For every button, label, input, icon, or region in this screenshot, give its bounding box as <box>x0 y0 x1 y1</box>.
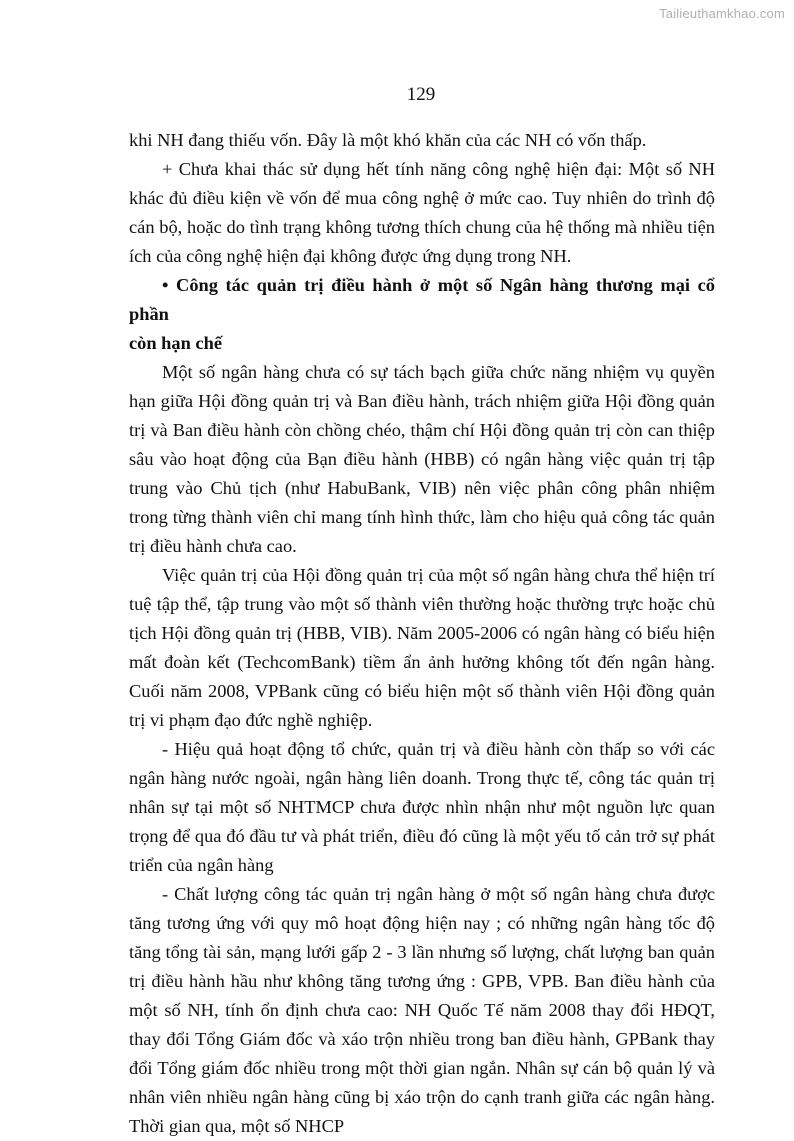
paragraph-quality: - Chất lượng công tác quản trị ngân hàng ở một số ngân hàng chưa được tăng tương ứng với quy mô hoạt động hiện nay ; có những ngân hàng tốc độ tăng tổng tài sản, mạng lưới gấp 2 - 3 lần nhưng số lượng, chất lượng ban quản trị điều hành hầu như không tăng tương ứng : GPB, VPB. Ban điều hành của một số NH, tính ổn định chưa cao: NH Quốc Tế năm 2008 thay đổi HĐQT, thay đổi Tổng Giám đốc và xáo trộn nhiều trong ban điều hành, GPBank thay đổi Tổng giám đốc nhiều trong một thời gian ngắn. Nhân sự cán bộ quản lý và nhân viên nhiều ngân hàng cũng bị xáo trộn do cạnh tranh giữa các ngân hàng. Thời gian qua, một số NHCP <box>129 884 715 1136</box>
heading-line-2: còn hạn chế <box>129 333 222 353</box>
section-heading <box>129 271 715 358</box>
paragraph-efficiency: - Hiệu quả hoạt động tổ chức, quản trị và điều hành còn thấp so với các ngân hàng nước ngoài, ngân hàng liên doanh. Trong thực tế, công tác quản trị nhân sự tại một số NHTMCP chưa được nhìn nhận như một nguồn lực quan trọng để qua đó đầu tư và phát triển, điều đó cũng là một yếu tố cản trở sự phát triển của ngân hàng <box>129 739 715 875</box>
watermark: Tailieuthamkhao.com <box>659 6 785 21</box>
page-number: 129 <box>406 84 436 105</box>
heading-line-1: Công tác quản trị điều hành ở một số Ngân hàng thương mại cổ phần <box>129 275 715 324</box>
paragraph-technology: + Chưa khai thác sử dụng hết tính năng công nghệ hiện đại: Một số NH khác đủ điều kiện về vốn để mua công nghệ ở mức cao. Tuy nhiên do trình độ cán bộ, hoặc do tình trạng không tương thích chung của hệ thống mà nhiều tiện ích của công nghệ hiện đại không được ứng dụng trong NH. <box>129 159 715 266</box>
bullet-icon: • <box>162 275 169 295</box>
paragraph-board: Việc quản trị của Hội đồng quản trị của một số ngân hàng chưa thể hiện trí tuệ tập thể, tập trung vào một số thành viên thường hoặc thường trực hoặc chủ tịch Hội đồng quản trị (HBB, VIB). Năm 2005-2006 có ngân hàng có biểu hiện mất đoàn kết (TechcomBank) tiềm ẩn ảnh hưởng không tốt đến ngân hàng. Cuối năm 2008, VPBank cũng có biểu hiện một số thành viên Hội đồng quản trị vi phạm đạo đức nghề nghiệp. <box>129 565 715 730</box>
paragraph-continued: khi NH đang thiếu vốn. Đây là một khó khăn của các NH có vốn thấp. <box>129 130 647 150</box>
paragraph-separation: Một số ngân hàng chưa có sự tách bạch giữa chức năng nhiệm vụ quyền hạn giữa Hội đồng quản trị và Ban điều hành, trách nhiệm giữa Hội đồng quản trị và Ban điều hành còn chồng chéo, thậm chí Hội đồng quản trị còn can thiệp sâu vào hoạt động của Bạn điều hành (HBB) có ngân hàng việc quản trị tập trung vào Chủ tịch (như HabuBank, VIB) nên việc phân công phân nhiệm trong từng thành viên chỉ mang tính hình thức, làm cho hiệu quả công tác quản trị điều hành chưa cao. <box>129 362 715 556</box>
document-body <box>129 126 715 1141</box>
